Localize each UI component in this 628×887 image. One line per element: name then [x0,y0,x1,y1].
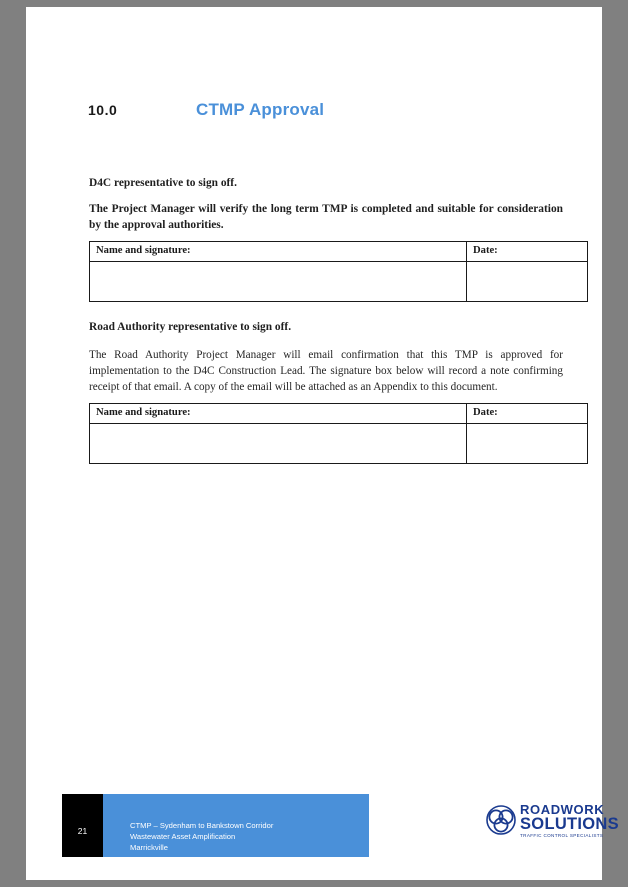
road-authority-signoff-table [89,403,588,464]
logo-line-2: SOLUTIONS [520,815,619,833]
signature-field[interactable] [90,424,467,464]
table-header-date: Date: [467,242,588,262]
footer-title-line-2: Wastewater Asset Amplification [130,832,236,841]
table-header-name: Name and signature: [90,242,467,262]
footer-title [130,820,360,853]
d4c-signoff-heading: D4C representative to sign off. [89,177,237,189]
footer-title-line-3: Marrickville [130,843,168,852]
footer-title-line-1: CTMP – Sydenham to Bankstown Corridor [130,821,274,830]
signature-field[interactable] [90,262,467,302]
table-row [90,242,588,262]
page-title: CTMP Approval [196,100,325,119]
table-header-name: Name and signature: [90,404,467,424]
document-page [26,7,619,880]
company-logo [484,802,619,843]
table-row [90,404,588,424]
road-authority-signoff-heading: Road Authority representative to sign off. [89,321,292,333]
date-field[interactable] [467,262,588,302]
d4c-signoff-table [89,241,588,302]
d4c-signoff-paragraph: The Project Manager will verify the long term TMP is completed and suitable for consideration by the approval authorities. [89,203,563,232]
road-authority-signoff-paragraph: The Road Authority Project Manager will email confirmation that this TMP is approved for implementation to the D4C Construction Lead. The signature box below will record a note confirming receipt of that email. A copy of the email will be attached as an Appendix to this document. [89,349,563,393]
roadwork-solutions-logo-icon [484,805,518,837]
page-number: 21 [77,826,88,836]
section-number: 10.0 [88,102,118,118]
table-row [90,262,588,302]
logo-line-3: TRAFFIC CONTROL SPECIALISTS [520,833,604,839]
logo-line-1: ROADWORK [520,802,605,817]
table-header-date: Date: [467,404,588,424]
logo-wordmark [520,802,619,840]
section-heading [88,102,568,128]
table-row [90,424,588,464]
page-footer [62,794,369,857]
date-field[interactable] [467,424,588,464]
